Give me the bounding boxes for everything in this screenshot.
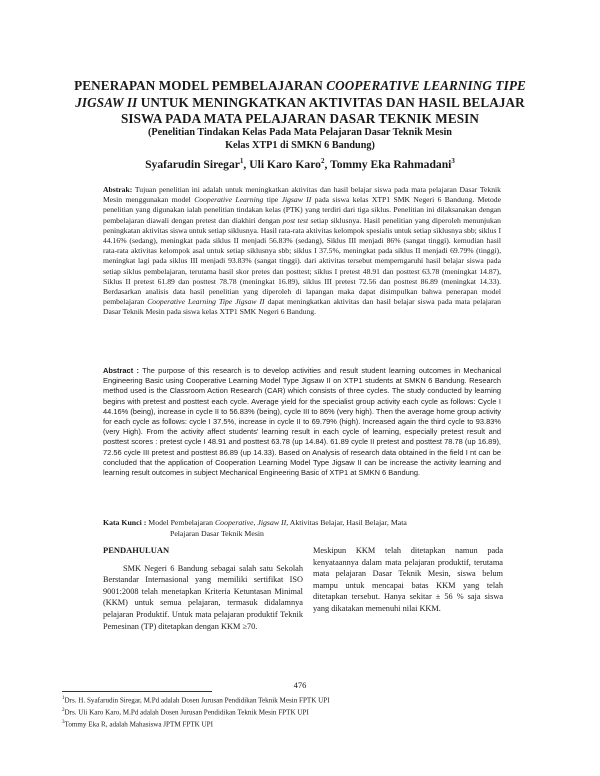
abstract-label: Abstract : <box>103 366 139 375</box>
intro-paragraph-right: Meskipun KKM telah ditetapkan namun pada kenyataannya dalam mata pelajaran produktif, terutama mata pelajaran Dasar Teknik Mesin, siswa belum mampu untuk mencapai batas KKM yang telah ditetapkan tersebut. Hanya sekitar ± 56 % saja siswa yang dikatakan memenuhi nilai KKM. <box>313 546 503 613</box>
abstrak-text-5: dapat meningkatkan aktivitas dan hasil belajar siswa pada mata pelajaran Dasar Teknik Mesin pada siswa kelas XTP1 SMK Negeri 6 Bandung. <box>103 297 501 317</box>
footnote-2-mark: 2 <box>62 707 65 713</box>
keywords-label: Kata Kunci : <box>103 518 147 527</box>
title-line1-b: COOPERATIVE LEARNING TIPE <box>326 78 526 93</box>
author-1-mark: 1 <box>239 157 244 165</box>
abstrak-paragraph <box>103 185 501 318</box>
abstract-english-paragraph <box>103 366 501 478</box>
footnote-1-text: Drs. H. Syafarudin Siregar, M.Pd adalah Dosen Jurusan Pendidikan Teknik Mesin FPTK UPI <box>64 696 330 705</box>
author-2-mark: 2 <box>320 157 325 165</box>
author-2: Uli Karo Karo <box>249 157 321 171</box>
page-number: 476 <box>293 680 307 690</box>
keywords-text-1: Model Pembelajaran <box>146 518 215 527</box>
keywords-text-2: Aktivitas Belajar, Hasil Belajar, Mata <box>288 518 407 527</box>
abstrak-text-4: setiap siklusnya. Hasil penelitian yang diperoleh menunjukan peningkatan aktivitas siswa untuk setiap siklusnya. Hasil rata-rata aktivitas kelompok spesialis untuk setiap siklusnya sbb; siklus I 44.16% (sedang), meningkat pada siklus II menjadi 56.83% (sedang), Siklus III menjadi 86% (sangat tinggi). kemudian hasil rata-rata aktivitas kelompok asal untuk setiap siklusnya sbb; siklus I 37.5%, meningkat pada siklus II menjadi 69.79% (tinggi), meningkat lagi pada siklus III menjadi 93.83% (sangat tinggi). dari aktivitas tersebut memperngaruhi hasil belajar siswa pada setiap siklus pembelajaran, terutama hasil skor pretes dan posttest; siklus I pretest 48.91 dan posttest 63.78 (meningkat 14.87), Siklus II pretest 61.89 dan posttest 78.78 (meningkat 16.89), siklus III pretest 72.56 dan posttest 86.89 (meningkat 14.33). Berdasarkan analisis data hasil penelitian yang diperoleh di lapangan maka dapat disimpulkan bahwa penerapan model pembelajaran <box>103 215 501 307</box>
subtitle-line2: Kelas XTP1 di SMKN 6 Bandung) <box>225 140 375 151</box>
paper-subtitle <box>90 126 510 152</box>
abstrak-text-2: tipe <box>263 195 282 205</box>
abstrak-italic-2: Jigsaw II <box>281 195 312 205</box>
title-line1-a: PENERAPAN MODEL PEMBELAJARAN <box>74 78 327 93</box>
title-line2-b: UNTUK MENINGKATKAN AKTIVITAS DAN HASIL BELAJAR <box>137 94 525 110</box>
author-sep-2: , <box>324 157 331 171</box>
keywords-line2: Pelajaran Dasar Teknik Mesin <box>170 529 264 538</box>
keywords <box>103 517 501 539</box>
footnote-2-text: Drs. Uli Karo Karo, M.Pd adalah Dosen Jurusan Pendidikan Teknik Mesin FPTK UPI <box>64 708 309 717</box>
abstract-text: The purpose of this research is to develop activities and result student learning outcomes in Mechanical Engineering Basic using Cooperative Learning Model Type Jigsaw II on XTP1 students at SMKN 6 Bandung. Research method used is the Classroom Action Research (CAR) which consists of three cycles. The study conducted by learning begins with pretest and posttest each cycle. Average yield for the specialist group activity each cycle as follows: Cycle I 44.16% (being), increase in cycle II to 56.83% (being), cycle III to 86% (very high). Then the average home group activity for each cycle as follows: cycle I 37.5%, increase in cycle II to 69.79% (high). Increased again the third cycle to 93.83% (very High). From the activity affect students' learning result in each cycle of learning, especially pretest result and posttest scores : pretest cycle I 48.91 and posttest 63.78 (up 14.84). 61.89 cycle II pretest and posttest 78.78 (up 16.89), 72.56 cycle III pretest and posttest 86.89 (up 14.33). Based on Analysis of research data obtained in the field I nt can be concluded that the application of Cooperation Learning Model Type Jigsaw II can be increase the activity learning and learning result outcomes in subject Mechanical Engineering Basic of XTP1 at SMKN 6 Bandung. <box>103 366 501 478</box>
keywords-italic: Cooperative, Jigsaw II, <box>214 518 289 527</box>
title-line3: SISWA PADA MATA PELAJARAN DASAR TEKNIK MESIN <box>120 111 480 126</box>
footnote-3-mark: 3 <box>62 719 65 725</box>
abstrak-label: Abstrak: <box>103 185 133 194</box>
intro-paragraph-left: SMK Negeri 6 Bandung sebagai salah satu Sekolah Berstandar Internasional yang memiliki sertifikat ISO 9001:2008 telah menetapkan Kriteria Ketuntasan Minimal (KKM) untuk semua pelajaran, termasuk didalamnya pelajaran Produktif. Untuk mata pelajaran produktif Teknik Pemesinan (TP) ditetapkan dengan KKM ≥70. <box>103 563 303 631</box>
paper-title <box>70 78 530 128</box>
footnote-2 <box>62 706 512 718</box>
author-sep-1: , <box>243 157 250 171</box>
footnote-3-text: Tommy Eka R, adalah Mahasiswa JPTM FPTK UPI <box>64 719 213 728</box>
footnote-3 <box>62 718 512 730</box>
author-3-mark: 3 <box>451 157 455 165</box>
author-1: Syafarudin Siregar <box>145 157 240 171</box>
body-left-column <box>103 545 303 632</box>
title-line2-a: JIGSAW II <box>75 94 138 110</box>
footnote-divider <box>62 691 212 692</box>
footnotes <box>62 694 512 729</box>
abstrak-italic-3: post test <box>282 215 309 225</box>
author-list <box>90 157 510 171</box>
subtitle-line1: (Penelitian Tindakan Kelas Pada Mata Pelajaran Dasar Teknik Mesin <box>148 127 452 138</box>
abstrak-italic-4: Cooperative Learning Tipe Jigsaw II <box>147 297 265 307</box>
author-3: Tommy Eka Rahmadani <box>330 157 452 171</box>
abstrak-text-3: pada siswa kelas XTP1 SMK Negeri 6 Bandung. Metode penelitian yang digunakan ialah penelitian tindakan kelas (PTK) yang terdiri dari tiga siklus. Penelitian ini dilaksanakan dengan pembelajaran diawali dengan pretest dan diakhiri dengan <box>103 195 501 225</box>
body-right-column <box>313 545 503 615</box>
section-heading: PENDAHULUAN <box>103 545 170 555</box>
footnote-1-mark: 1 <box>62 696 65 701</box>
abstrak-italic-1: Cooperative Learning <box>194 195 264 205</box>
abstrak-text-1: Tujuan penelitian ini adalah untuk meningkatkan aktivitas dan hasil belajar siswa pada mata pelajaran Dasar Teknik Mesin menggunakan model <box>103 185 501 205</box>
footnote-1 <box>62 694 512 706</box>
